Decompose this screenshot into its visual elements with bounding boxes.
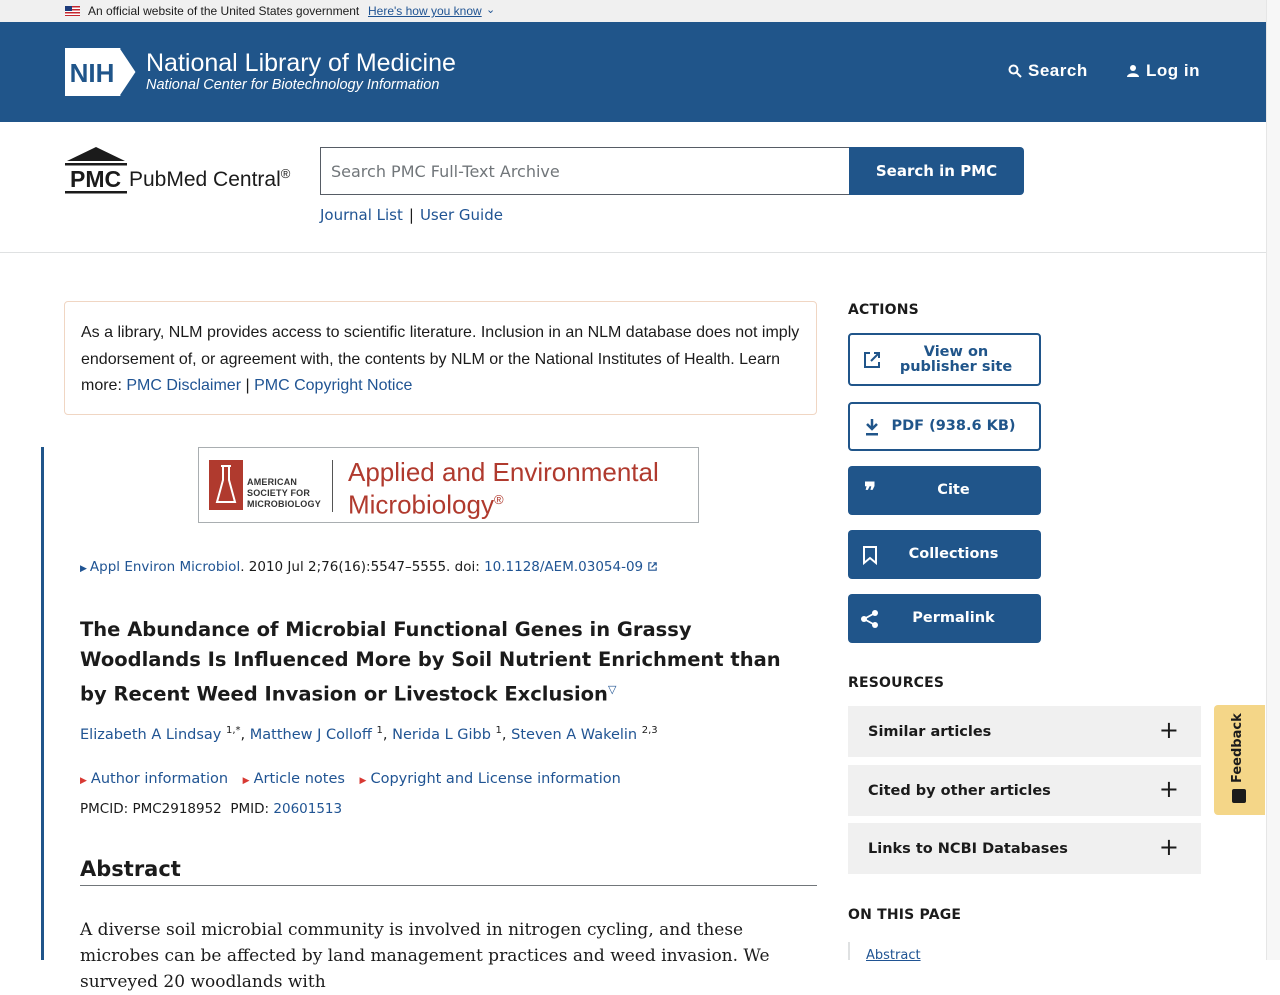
author-affiliation: 1,* bbox=[225, 725, 241, 736]
download-icon bbox=[862, 417, 882, 437]
cited-by-accordion[interactable] bbox=[848, 765, 1201, 816]
on-this-page-heading: ON THIS PAGE bbox=[848, 907, 962, 923]
doi-link[interactable]: 10.1128/AEM.03054-09 bbox=[484, 559, 644, 575]
on-this-page-rail bbox=[848, 942, 850, 960]
pmc-search-input[interactable] bbox=[320, 147, 850, 195]
plus-icon: + bbox=[1158, 775, 1179, 803]
pmcid-value: PMC2918952 bbox=[132, 801, 222, 817]
search-in-pmc-button[interactable]: Search in PMC bbox=[849, 147, 1024, 195]
author-link[interactable]: Nerida L Gibb bbox=[392, 726, 491, 743]
view-on-publisher-button[interactable] bbox=[848, 333, 1041, 386]
asm-flask-logo bbox=[209, 460, 243, 510]
collections-button[interactable] bbox=[848, 530, 1041, 579]
user-guide-link[interactable]: User Guide bbox=[419, 206, 503, 224]
view-on-publisher-label: View on publisher site bbox=[899, 343, 1013, 375]
copyright-license-toggle[interactable]: ▶ Copyright and License information bbox=[359, 771, 621, 787]
disclaimer-separator: | bbox=[245, 377, 250, 394]
article-ids bbox=[80, 801, 342, 817]
external-link-icon bbox=[647, 561, 658, 572]
disclaimer-text: As a library, NLM provides access to scientific literature. Inclusion in an NLM database does not imply endorsement of, or agreement with, the contents by NLM or the National Institutes of Health. bbox=[81, 324, 800, 368]
triangle-right-icon: ▶ bbox=[242, 776, 250, 786]
pmc-copyright-link[interactable]: PMC Copyright Notice bbox=[254, 377, 413, 394]
cited-by-label: Cited by other articles bbox=[868, 782, 1051, 799]
pmc-disclaimer-link[interactable]: PMC Disclaimer bbox=[126, 377, 242, 394]
article-meta-links bbox=[80, 771, 631, 787]
chevron-down-icon[interactable]: ⌄ bbox=[486, 4, 496, 16]
article-notes-toggle[interactable]: ▶ Article notes bbox=[242, 771, 345, 787]
asm-society-name: AMERICAN SOCIETY FOR MICROBIOLOGY bbox=[247, 477, 321, 509]
quote-icon: ❞ bbox=[864, 477, 876, 504]
cite-label: Cite bbox=[937, 482, 970, 498]
heres-how-you-know-link[interactable]: Here's how you know bbox=[368, 4, 482, 18]
ncbi-subtitle: National Center for Biotechnology Information bbox=[146, 77, 440, 93]
author-affiliation: 1 bbox=[495, 725, 502, 736]
banner-divider bbox=[332, 460, 333, 512]
external-link-icon bbox=[862, 350, 882, 370]
share-icon bbox=[860, 609, 880, 629]
feedback-label: Feedback bbox=[1230, 713, 1245, 783]
header-search-label: Search bbox=[1028, 61, 1088, 80]
nlm-disclaimer bbox=[64, 301, 817, 415]
triangle-right-icon[interactable]: ▶ bbox=[80, 564, 87, 574]
citation-line bbox=[80, 559, 658, 575]
collections-label: Collections bbox=[908, 546, 999, 562]
journal-list-link[interactable]: Journal List bbox=[320, 206, 403, 224]
pmcid-label: PMCID: bbox=[80, 801, 129, 817]
nlm-title[interactable]: National Library of Medicine bbox=[146, 49, 456, 77]
pmc-abbr: PMC bbox=[70, 166, 122, 192]
actions-heading: ACTIONS bbox=[848, 302, 919, 318]
plus-icon: + bbox=[1158, 833, 1179, 861]
page-scrollbar[interactable] bbox=[1266, 0, 1280, 960]
feedback-icon bbox=[1232, 789, 1246, 803]
triangle-right-icon: ▶ bbox=[359, 776, 367, 786]
author-affiliation: 2,3 bbox=[641, 725, 658, 736]
title-footnote-icon[interactable]: ▽ bbox=[607, 683, 617, 696]
similar-articles-accordion[interactable] bbox=[848, 706, 1201, 757]
toc-abstract-link[interactable]: Abstract bbox=[866, 948, 921, 963]
citation-details: . 2010 Jul 2;76(16):5547–5555. doi: bbox=[240, 559, 485, 575]
nih-header bbox=[0, 22, 1266, 122]
login-button[interactable] bbox=[1126, 61, 1200, 81]
author-link[interactable]: Matthew J Colloff bbox=[249, 726, 372, 743]
login-label: Log in bbox=[1146, 61, 1200, 80]
journal-abbrev-link[interactable]: Appl Environ Microbiol bbox=[89, 559, 241, 575]
pmid-link[interactable]: 20601513 bbox=[273, 801, 343, 817]
search-icon bbox=[1008, 64, 1022, 78]
author-information-toggle[interactable]: ▶ Author information bbox=[80, 771, 229, 787]
ncbi-links-label: Links to NCBI Databases bbox=[868, 840, 1068, 857]
gov-banner bbox=[0, 0, 1266, 22]
author-link[interactable]: Steven A Wakelin bbox=[511, 726, 638, 743]
similar-articles-label: Similar articles bbox=[868, 723, 992, 740]
pmc-sub-nav bbox=[320, 206, 503, 224]
us-flag-icon bbox=[65, 6, 80, 16]
abstract-text: A diverse soil microbial community is involved in nitrogen cycling, and these microbes can be affected by land management practices and weed invasion. We surveyed 20 woodlands with bbox=[80, 920, 770, 992]
header-search-button[interactable] bbox=[1008, 61, 1088, 81]
abstract-heading: Abstract bbox=[80, 857, 817, 886]
person-icon bbox=[1126, 64, 1140, 78]
nav-separator: | bbox=[408, 206, 414, 224]
author-link[interactable]: Elizabeth A Lindsay bbox=[80, 726, 222, 743]
triangle-right-icon: ▶ bbox=[80, 776, 87, 786]
pmid-label: PMID: bbox=[230, 801, 270, 817]
learn-more-label: Learn more: bbox=[81, 350, 781, 394]
pdf-download-button[interactable] bbox=[848, 402, 1041, 451]
article-accent-bar bbox=[41, 447, 44, 960]
feedback-tab[interactable] bbox=[1214, 705, 1265, 815]
author-affiliation: 1 bbox=[376, 725, 383, 736]
plus-icon: + bbox=[1158, 716, 1179, 744]
pmc-logo[interactable] bbox=[65, 147, 310, 197]
permalink-button[interactable] bbox=[848, 594, 1041, 643]
journal-banner[interactable] bbox=[198, 447, 699, 523]
bookmark-icon bbox=[860, 545, 880, 565]
ncbi-links-accordion[interactable] bbox=[848, 823, 1201, 874]
pmc-header bbox=[0, 122, 1266, 253]
resources-heading: RESOURCES bbox=[848, 675, 945, 691]
pdf-label: PDF (938.6 KB) bbox=[891, 418, 1016, 434]
journal-name: Applied and Environmental Microbiology® bbox=[348, 457, 659, 520]
cite-button[interactable] bbox=[848, 466, 1041, 515]
article-title: The Abundance of Microbial Functional Genes in Grassy Woodlands Is Influenced More by Soil Nutrient Enrichment than by Recent Weed Invasion or Livestock Exclusion▽ bbox=[80, 618, 781, 706]
registered-mark: ® bbox=[280, 166, 291, 181]
nih-logo[interactable] bbox=[65, 48, 137, 96]
author-list: Elizabeth A Lindsay $^{1,*}$, Matthew J Colloff $^1$, Nerida L Gibb $^1$, Steven A Wakelin $^{2,3}$ bbox=[80, 725, 658, 743]
pmc-name: PubMed Central bbox=[129, 168, 281, 191]
permalink-label: Permalink bbox=[912, 610, 995, 626]
gov-banner-text: An official website of the United States government bbox=[88, 4, 360, 18]
svg-text:NIH: NIH bbox=[69, 58, 115, 88]
